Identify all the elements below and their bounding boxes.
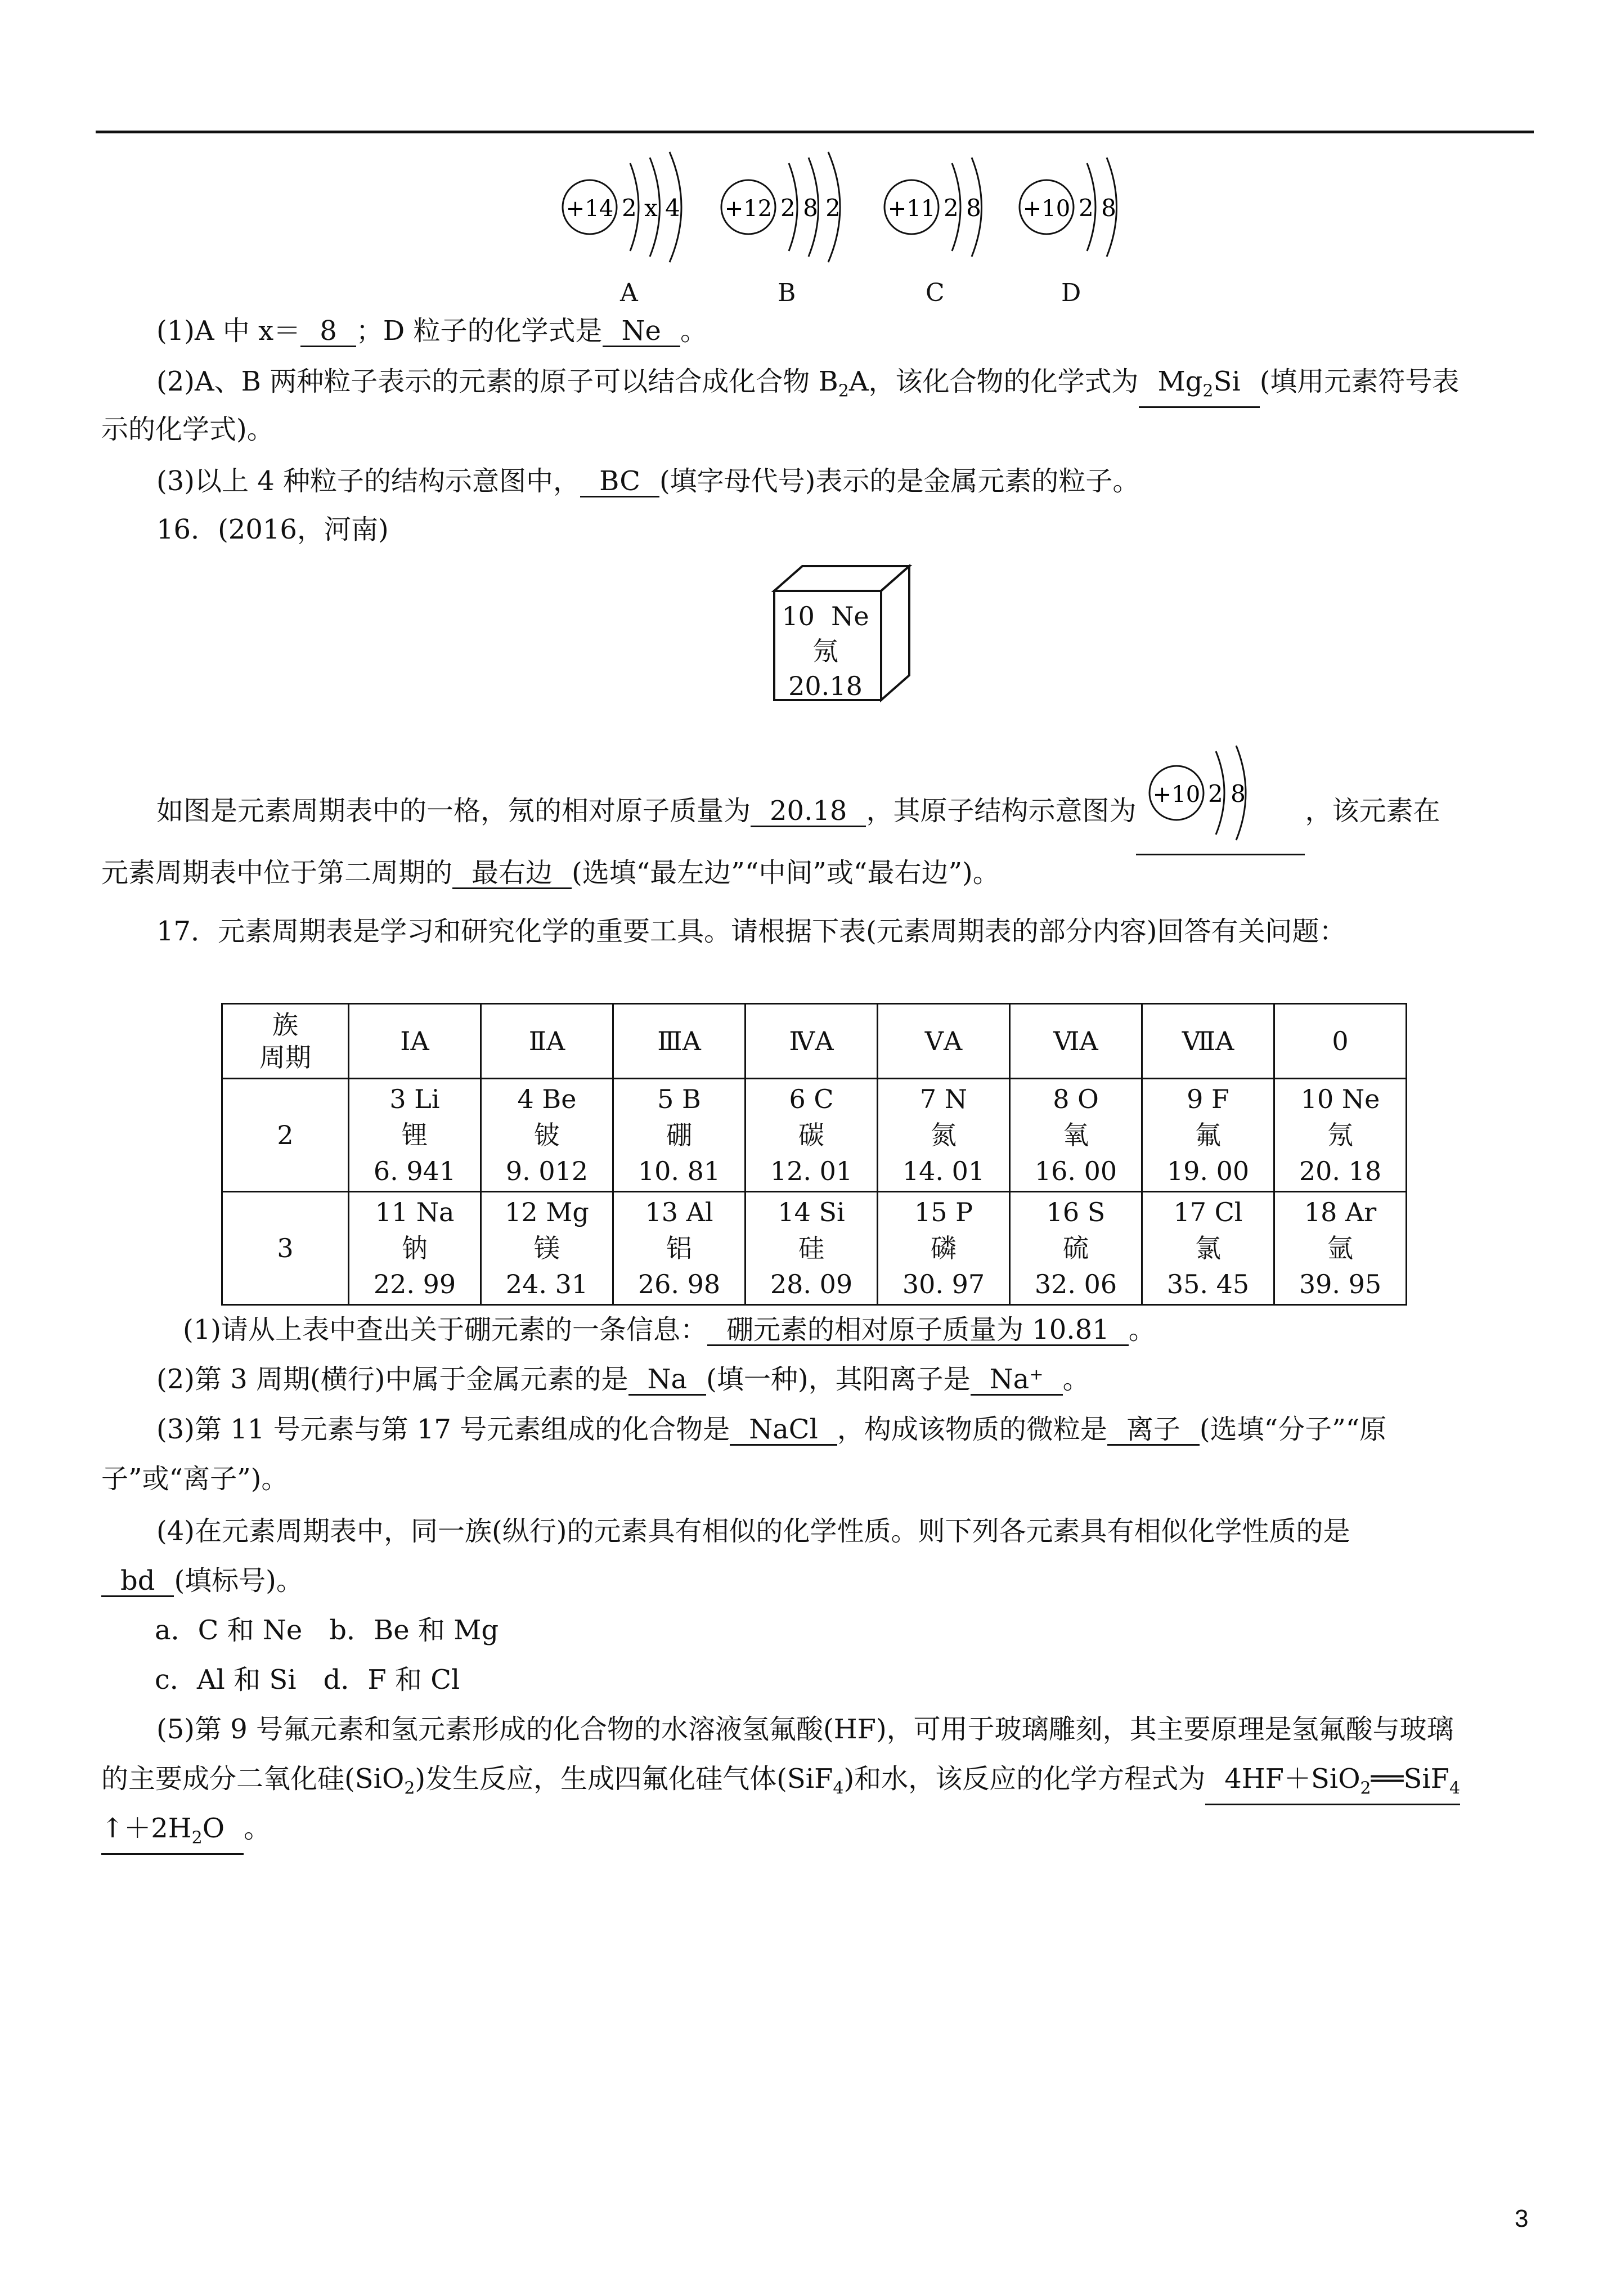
group-header: ⅤA [878, 1004, 1010, 1079]
diagram-label-a: A [620, 279, 638, 307]
group-header: ⅥA [1010, 1004, 1142, 1079]
atom-diagram-b [716, 146, 884, 270]
cell-mass: 20.18 [788, 671, 863, 701]
answer-blank: Na⁺ [971, 1365, 1063, 1396]
answer-blank: 4HF＋SiO$_2$══SiF$_4$ [1205, 1764, 1460, 1805]
q17-part2: (2)第 3 周期(横行)中属于金属元素的是 Na (填一种)，其阳离子是 Na⁺ 。 [156, 1364, 1090, 1395]
group-header: 0 [1274, 1004, 1407, 1079]
element-cell: 14 Si 硅 28. 09 [746, 1192, 878, 1305]
element-cell: 6 C 碳 12. 01 [746, 1079, 878, 1192]
element-cell: 15 P 磷 30. 97 [878, 1192, 1010, 1305]
corner-cell: 族 周期 [222, 1004, 349, 1079]
element-cell-text [772, 599, 879, 703]
answer-blank: 硼元素的相对原子质量为 10.81 [707, 1315, 1129, 1346]
element-cell: 16 S 硫 32. 06 [1010, 1192, 1142, 1305]
page-number: 3 [1515, 2205, 1529, 2232]
table-header-row [222, 1004, 1407, 1079]
shell-electrons: 2 8 [944, 194, 981, 222]
diagram-label-b: B [778, 279, 796, 307]
answer-blank: $Mg_2Si$ [1139, 367, 1260, 408]
q17-options-2: c．Al 和 Si d．F 和 Cl [155, 1664, 460, 1696]
q15-part3: (3)以上 4 种粒子的结构示意图中， BC (填字母代号)表示的是金属元素的粒子。 [156, 465, 1140, 497]
element-cell: 17 Cl 氯 35. 45 [1142, 1192, 1274, 1305]
element-cell: 13 Al 铝 26. 98 [613, 1192, 746, 1305]
element-cell: 3 Li 锂 6. 941 [349, 1079, 481, 1192]
element-cell: 18 Ar 氩 39. 95 [1274, 1192, 1407, 1305]
q17-part3: (3)第 11 号元素与第 17 号元素组成的化合物是 NaCl ，构成该物质的微粒是 离子 (选填“分子”“原 [156, 1414, 1387, 1445]
diagram-label-d: D [1061, 279, 1081, 307]
nucleus-charge: +10 [1022, 196, 1071, 222]
answer-blank: 20.18 [751, 796, 866, 827]
answer-blank: bd [101, 1566, 174, 1597]
element-cell: 5 B 硼 10. 81 [613, 1079, 746, 1192]
nucleus-charge: +12 [724, 196, 773, 222]
group-header: ⅠA [349, 1004, 481, 1079]
cell-atomic-number: 10 [782, 601, 815, 631]
q16-line1: 如图是元素周期表中的一格，氖的相对原子质量为 20.18 ，其原子结构示意图为 +10 2 8 ，该元素在 [156, 792, 1529, 855]
cell-symbol: Ne [831, 601, 869, 631]
neon-atom-diagram [1136, 737, 1305, 849]
answer-blank: Na [628, 1365, 707, 1396]
shell-electrons: 2 8 [1079, 194, 1116, 222]
atom-diagram-c [879, 146, 1014, 270]
group-header: ⅦA [1142, 1004, 1274, 1079]
element-cell: 4 Be 铍 9. 012 [481, 1079, 613, 1192]
period-label: 3 [222, 1192, 349, 1305]
q17-options-1: a．C 和 Ne b．Be 和 Mg [155, 1615, 499, 1646]
group-header: ⅡA [481, 1004, 613, 1079]
atom-diagram-a [557, 146, 726, 270]
answer-blank: $↑+2H_2O$ [101, 1814, 244, 1855]
cell-name: 氖 [812, 636, 838, 666]
atom-diagrams [557, 146, 1176, 315]
answer-blank-diagram [1136, 780, 1305, 855]
group-header: ⅣA [746, 1004, 878, 1079]
element-cell: 11 Na 钠 22. 99 [349, 1192, 481, 1305]
q17-intro: 17．元素周期表是学习和研究化学的重要工具。请根据下表(元素周期表的部分内容)回答有关问题： [156, 916, 1346, 947]
shell-electrons: 2 x 4 [622, 194, 680, 222]
element-cell: 12 Mg 镁 24. 31 [481, 1192, 613, 1305]
answer-blank: BC [580, 467, 659, 497]
element-cell: 9 F 氟 19. 00 [1142, 1079, 1274, 1192]
q17-part5-cont: 的主要成分二氧化硅(SiO$_2$)发生反应，生成四氟化硅气体(SiF$_4$)和水，该反应的化学方程式为 4HF＋SiO$_2$══SiF$_4$ [101, 1760, 1530, 1808]
answer-blank: 最右边 [452, 858, 572, 889]
svg-text:+10: +10 [1153, 782, 1201, 808]
answer-blank: 8 [300, 316, 356, 347]
q15-part1: (1)A 中 x＝ 8 ；D 粒子的化学式是 Ne 。 [156, 315, 707, 347]
answer-blank: Ne [603, 316, 680, 347]
svg-text:2 8: 2 8 [1208, 780, 1246, 808]
period-label: 2 [222, 1079, 349, 1192]
atom-diagram-d [1014, 146, 1149, 270]
element-cell: 10 Ne 氖 20. 18 [1274, 1079, 1407, 1192]
group-header: ⅢA [613, 1004, 746, 1079]
q15-part2-cont: 示的化学式)。 [101, 414, 274, 445]
q17-part5: (5)第 9 号氟元素和氢元素形成的化合物的水溶液氢氟酸(HF)，可用于玻璃雕刻，其主要原理是氢氟酸与玻璃 [156, 1714, 1454, 1745]
q17-part4: (4)在元素周期表中，同一族(纵行)的元素具有相似的化学性质。则下列各元素具有相似化学性质的是 [156, 1515, 1350, 1547]
shell-electrons: 2 8 2 [780, 194, 841, 222]
q17-part3-cont: 子”或“离子”)。 [101, 1463, 289, 1495]
q16-line2: 元素周期表中位于第二周期的 最右边 (选填“最左边”“中间”或“最右边”)。 [101, 857, 1000, 889]
answer-blank: NaCl [730, 1415, 837, 1446]
diagram-label-c: C [926, 279, 945, 307]
q17-part4-cont: bd (填标号)。 [101, 1562, 1530, 1599]
q17-part5-cont2: $↑+2H_2O$ 。 [101, 1810, 1530, 1855]
table-row [222, 1079, 1407, 1192]
header-rule [96, 131, 1534, 133]
element-cell: 8 O 氧 16. 00 [1010, 1079, 1142, 1192]
nucleus-charge: +11 [887, 196, 936, 222]
answer-blank: 离子 [1107, 1415, 1200, 1446]
q17-part1: (1)请从上表中查出关于硼元素的一条信息： 硼元素的相对原子质量为 10.81 。 [183, 1314, 1156, 1346]
periodic-table [221, 1003, 1407, 1306]
table-row [222, 1192, 1407, 1305]
q15-part2: (2)A、B 两种粒子表示的元素的原子可以结合成化合物 $B_2A$，该化合物的化学式为 $Mg_2Si$ (填用元素符号表 [156, 363, 1529, 410]
element-cell: 7 N 氮 14. 01 [878, 1079, 1010, 1192]
q16-header: 16．(2016，河南) [156, 514, 389, 545]
nucleus-charge: +14 [565, 196, 614, 222]
